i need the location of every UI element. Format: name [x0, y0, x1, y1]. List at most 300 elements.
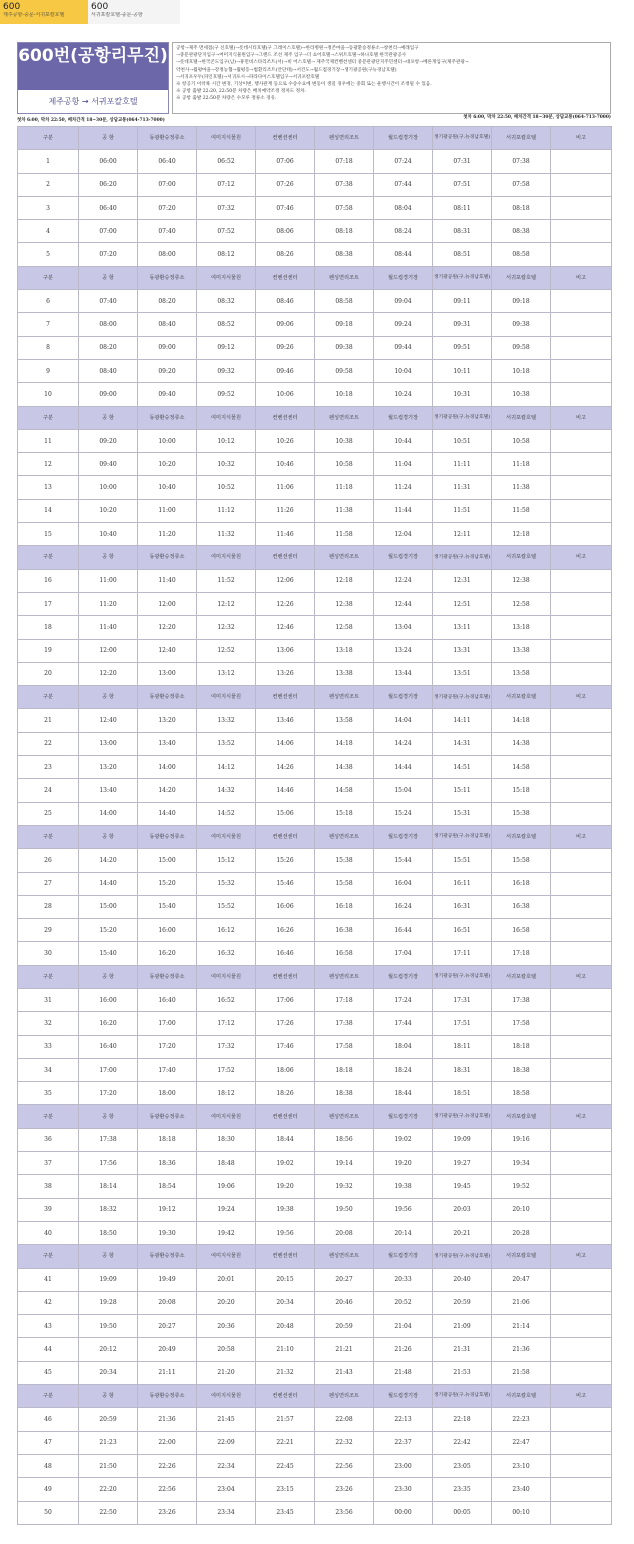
time-cell: 13:00 — [79, 732, 138, 755]
time-cell: 07:38 — [492, 150, 551, 173]
time-cell: 19:28 — [79, 1291, 138, 1314]
time-cell: 17:20 — [138, 1035, 197, 1058]
time-cell: 13:06 — [256, 639, 315, 662]
note-cell — [551, 290, 612, 313]
time-cell: 16:58 — [315, 942, 374, 965]
time-cell: 12:24 — [374, 569, 433, 592]
trip-number-cell: 4 — [18, 220, 79, 243]
time-cell: 21:57 — [256, 1408, 315, 1431]
time-cell: 19:38 — [256, 1198, 315, 1221]
time-cell: 16:32 — [197, 942, 256, 965]
time-cell: 12:00 — [138, 592, 197, 615]
header-col-yeomiji: 여미지식물원 — [197, 546, 256, 569]
trip-number-cell: 31 — [18, 988, 79, 1011]
time-cell: 08:11 — [433, 196, 492, 219]
header-col-note: 비고 — [551, 127, 612, 150]
time-cell: 16:52 — [197, 988, 256, 1011]
note-cell — [551, 1454, 612, 1477]
time-cell: 18:26 — [256, 1082, 315, 1105]
header-col-airport: 공 항 — [79, 546, 138, 569]
header-col-fencing: 펜싱면리조트 — [315, 266, 374, 289]
time-cell: 06:40 — [79, 196, 138, 219]
table-row — [18, 523, 612, 546]
table-row — [18, 1478, 612, 1501]
header-col-yeomiji: 여미지식물원 — [197, 406, 256, 429]
time-cell: 19:20 — [256, 1175, 315, 1198]
trip-number-cell: 36 — [18, 1128, 79, 1151]
time-cell: 23:30 — [374, 1478, 433, 1501]
time-cell: 11:18 — [315, 476, 374, 499]
table-header-row — [18, 965, 612, 988]
time-cell: 18:38 — [315, 1082, 374, 1105]
time-cell: 11:51 — [433, 499, 492, 522]
header-col-saenggi: 생기광공원(구.뉴경남호텔) — [433, 546, 492, 569]
time-cell: 23:05 — [433, 1454, 492, 1477]
time-cell: 09:38 — [492, 313, 551, 336]
route-info-line: 공항→제주 면세점(구 신호텔)→롯데시티호텔(구 그레이스호텔)→한라병원→정존마을→동광환승정류소→창천리→예래입구 — [176, 46, 419, 51]
time-cell: 19:38 — [374, 1175, 433, 1198]
time-cell: 00:00 — [374, 1501, 433, 1524]
time-cell: 12:38 — [492, 569, 551, 592]
time-cell: 16:44 — [374, 919, 433, 942]
time-cell: 21:20 — [197, 1361, 256, 1384]
table-row — [18, 453, 612, 476]
header-col-seogwipo-kal: 서귀포칼호텔 — [492, 406, 551, 429]
time-cell: 20:08 — [138, 1291, 197, 1314]
time-cell: 10:26 — [256, 429, 315, 452]
time-cell: 18:12 — [197, 1082, 256, 1105]
time-cell: 15:11 — [433, 779, 492, 802]
time-cell: 15:20 — [79, 919, 138, 942]
time-cell: 09:58 — [315, 359, 374, 382]
time-cell: 22:56 — [138, 1478, 197, 1501]
trip-number-cell: 18 — [18, 616, 79, 639]
time-cell: 13:40 — [79, 779, 138, 802]
header-col-airport: 공 항 — [79, 686, 138, 709]
note-cell — [551, 1128, 612, 1151]
time-cell: 18:54 — [138, 1175, 197, 1198]
time-cell: 14:44 — [374, 756, 433, 779]
time-cell: 23:26 — [138, 1501, 197, 1524]
table-row — [18, 499, 612, 522]
time-cell: 17:40 — [138, 1058, 197, 1081]
table-header-row — [18, 686, 612, 709]
time-cell: 17:00 — [138, 1012, 197, 1035]
time-cell: 07:18 — [315, 150, 374, 173]
time-cell: 15:20 — [138, 872, 197, 895]
header-col-gubun: 구분 — [18, 1245, 79, 1268]
time-cell: 10:18 — [315, 383, 374, 406]
time-cell: 14:58 — [315, 779, 374, 802]
header-col-note: 비고 — [551, 1105, 612, 1128]
note-cell — [551, 1315, 612, 1338]
table-row — [18, 592, 612, 615]
time-cell: 17:32 — [197, 1035, 256, 1058]
timetable-body — [18, 127, 612, 1525]
time-cell: 11:40 — [79, 616, 138, 639]
trip-number-cell: 49 — [18, 1478, 79, 1501]
table-row — [18, 1152, 612, 1175]
time-cell: 08:12 — [197, 243, 256, 266]
time-cell: 19:16 — [492, 1128, 551, 1151]
time-cell: 07:20 — [138, 196, 197, 219]
time-cell: 19:56 — [374, 1198, 433, 1221]
time-cell: 08:20 — [79, 336, 138, 359]
time-cell: 21:26 — [374, 1338, 433, 1361]
header-col-donggwang: 동광환승정류소 — [138, 127, 197, 150]
time-cell: 07:58 — [492, 173, 551, 196]
header-col-convention: 컨벤션센터 — [256, 1385, 315, 1408]
time-cell: 09:38 — [315, 336, 374, 359]
header-col-worldcup: 월드컵경기장 — [374, 965, 433, 988]
header-col-airport: 공 항 — [79, 1385, 138, 1408]
header-col-gubun: 구분 — [18, 546, 79, 569]
header-col-gubun: 구분 — [18, 825, 79, 848]
header-col-worldcup: 월드컵경기장 — [374, 686, 433, 709]
table-row — [18, 336, 612, 359]
time-cell: 07:31 — [433, 150, 492, 173]
time-cell: 18:18 — [315, 1058, 374, 1081]
time-cell: 10:20 — [138, 453, 197, 476]
time-cell: 21:31 — [433, 1338, 492, 1361]
note-cell — [551, 383, 612, 406]
time-cell: 23:35 — [433, 1478, 492, 1501]
time-cell: 16:12 — [197, 919, 256, 942]
header-col-note: 비고 — [551, 965, 612, 988]
time-cell: 13:00 — [138, 662, 197, 685]
trip-number-cell: 29 — [18, 919, 79, 942]
route-info-line: →중문관광단지입구→여미지식물원입구→그랜드 조선 제주 입구→더 쇼어호텔→스위트호텔→하나호텔 한국관광공사 — [176, 53, 407, 59]
time-cell: 13:51 — [433, 662, 492, 685]
time-cell: 15:40 — [79, 942, 138, 965]
time-cell: 10:51 — [433, 429, 492, 452]
time-cell: 14:20 — [138, 779, 197, 802]
time-cell: 18:38 — [492, 1058, 551, 1081]
time-cell: 22:56 — [315, 1454, 374, 1477]
time-cell: 15:00 — [138, 849, 197, 872]
header-col-fencing: 펜싱면리조트 — [315, 1385, 374, 1408]
time-cell: 09:26 — [256, 336, 315, 359]
time-cell: 13:11 — [433, 616, 492, 639]
header-col-donggwang: 동광환승정류소 — [138, 965, 197, 988]
time-cell: 16:11 — [433, 872, 492, 895]
time-cell: 10:20 — [79, 499, 138, 522]
time-cell: 17:12 — [197, 1012, 256, 1035]
time-cell: 14:31 — [433, 732, 492, 755]
header-col-convention: 컨벤션센터 — [256, 127, 315, 150]
time-cell: 21:14 — [492, 1315, 551, 1338]
time-cell: 13:40 — [138, 732, 197, 755]
time-cell: 11:00 — [138, 499, 197, 522]
table-row — [18, 662, 612, 685]
header-col-airport: 공 항 — [79, 1105, 138, 1128]
header-col-convention: 컨벤션센터 — [256, 965, 315, 988]
time-cell: 19:45 — [433, 1175, 492, 1198]
time-cell: 19:50 — [79, 1315, 138, 1338]
time-cell: 07:44 — [374, 173, 433, 196]
header-col-worldcup: 월드컵경기장 — [374, 1385, 433, 1408]
time-cell: 12:51 — [433, 592, 492, 615]
header-col-saenggi: 생기광공원(구.뉴경남호텔) — [433, 266, 492, 289]
time-cell: 00:10 — [492, 1501, 551, 1524]
table-row — [18, 1361, 612, 1384]
trip-number-cell: 47 — [18, 1431, 79, 1454]
header-col-seogwipo-kal: 서귀포칼호텔 — [492, 127, 551, 150]
header-col-yeomiji: 여미지식물원 — [197, 825, 256, 848]
time-cell: 17:20 — [79, 1082, 138, 1105]
time-cell: 09:00 — [138, 336, 197, 359]
time-cell: 18:44 — [256, 1128, 315, 1151]
header-col-yeomiji: 여미지식물원 — [197, 127, 256, 150]
time-cell: 12:31 — [433, 569, 492, 592]
time-cell: 20:15 — [256, 1268, 315, 1291]
trip-number-cell: 14 — [18, 499, 79, 522]
note-cell — [551, 662, 612, 685]
table-row — [18, 1221, 612, 1244]
table-row — [18, 988, 612, 1011]
route-info-line: ※ 공항 출발 22:20, 22:50분 차량은 배치예약조정 정차도 정차. — [176, 89, 306, 95]
trip-number-cell: 27 — [18, 872, 79, 895]
time-cell: 22:08 — [315, 1408, 374, 1431]
header-col-saenggi: 생기광공원(구.뉴경남호텔) — [433, 127, 492, 150]
time-cell: 11:46 — [256, 523, 315, 546]
tab-number: 600 — [91, 2, 109, 12]
time-cell: 13:26 — [256, 662, 315, 685]
table-row — [18, 616, 612, 639]
time-cell: 17:58 — [492, 1012, 551, 1035]
note-cell — [551, 196, 612, 219]
note-cell — [551, 1361, 612, 1384]
header-col-donggwang: 동광환승정류소 — [138, 1105, 197, 1128]
time-cell: 22:00 — [138, 1431, 197, 1454]
trip-number-cell: 12 — [18, 453, 79, 476]
time-cell: 18:50 — [79, 1221, 138, 1244]
time-cell: 20:14 — [374, 1221, 433, 1244]
time-cell: 16:38 — [315, 919, 374, 942]
header-col-convention: 컨벤션센터 — [256, 406, 315, 429]
time-cell: 13:24 — [374, 639, 433, 662]
time-cell: 15:40 — [138, 895, 197, 918]
time-cell: 19:50 — [315, 1198, 374, 1221]
header-col-gubun: 구분 — [18, 266, 79, 289]
time-cell: 13:18 — [315, 639, 374, 662]
time-cell: 07:20 — [79, 243, 138, 266]
time-cell: 20:01 — [197, 1268, 256, 1291]
time-cell: 20:59 — [315, 1315, 374, 1338]
header-col-note: 비고 — [551, 825, 612, 848]
time-cell: 20:33 — [374, 1268, 433, 1291]
time-cell: 08:32 — [197, 290, 256, 313]
time-cell: 17:18 — [315, 988, 374, 1011]
time-cell: 17:38 — [79, 1128, 138, 1151]
time-cell: 12:38 — [315, 592, 374, 615]
time-cell: 14:18 — [315, 732, 374, 755]
table-row — [18, 243, 612, 266]
time-cell: 20:59 — [79, 1408, 138, 1431]
header-col-seogwipo-kal: 서귀포칼호텔 — [492, 1105, 551, 1128]
time-cell: 16:38 — [492, 895, 551, 918]
time-cell: 18:18 — [492, 1035, 551, 1058]
time-cell: 13:31 — [433, 639, 492, 662]
time-cell: 12:04 — [374, 523, 433, 546]
trip-number-cell: 34 — [18, 1058, 79, 1081]
time-cell: 11:58 — [315, 523, 374, 546]
table-header-row — [18, 1105, 612, 1128]
time-cell: 17:44 — [374, 1012, 433, 1035]
time-cell: 17:24 — [374, 988, 433, 1011]
time-cell: 10:38 — [315, 429, 374, 452]
time-cell: 22:18 — [433, 1408, 492, 1431]
time-cell: 10:38 — [492, 383, 551, 406]
time-cell: 10:11 — [433, 359, 492, 382]
table-row — [18, 1268, 612, 1291]
note-cell — [551, 1152, 612, 1175]
time-cell: 09:32 — [197, 359, 256, 382]
time-cell: 19:09 — [79, 1268, 138, 1291]
table-row — [18, 779, 612, 802]
table-row — [18, 220, 612, 243]
time-cell: 15:38 — [315, 849, 374, 872]
note-cell — [551, 429, 612, 452]
time-cell: 23:04 — [197, 1478, 256, 1501]
trip-number-cell: 30 — [18, 942, 79, 965]
note-cell — [551, 942, 612, 965]
time-cell: 07:40 — [138, 220, 197, 243]
time-cell: 19:34 — [492, 1152, 551, 1175]
time-cell: 15:44 — [374, 849, 433, 872]
time-cell: 21:23 — [79, 1431, 138, 1454]
header-col-fencing: 펜싱면리조트 — [315, 127, 374, 150]
time-cell: 08:26 — [256, 243, 315, 266]
note-cell — [551, 1338, 612, 1361]
header-col-donggwang: 동광환승정류소 — [138, 1245, 197, 1268]
table-row — [18, 709, 612, 732]
time-cell: 16:24 — [374, 895, 433, 918]
time-cell: 07:46 — [256, 196, 315, 219]
time-cell: 12:11 — [433, 523, 492, 546]
time-cell: 14:18 — [492, 709, 551, 732]
header-col-donggwang: 동광환승정류소 — [138, 266, 197, 289]
time-cell: 19:20 — [374, 1152, 433, 1175]
header-col-note: 비고 — [551, 406, 612, 429]
time-cell: 14:38 — [315, 756, 374, 779]
time-cell: 21:48 — [374, 1361, 433, 1384]
note-cell — [551, 616, 612, 639]
header-col-fencing: 펜싱면리조트 — [315, 1105, 374, 1128]
time-cell: 07:58 — [315, 196, 374, 219]
time-cell: 20:36 — [197, 1315, 256, 1338]
time-cell: 07:26 — [256, 173, 315, 196]
time-cell: 15:46 — [256, 872, 315, 895]
time-cell: 11:40 — [138, 569, 197, 592]
header-col-yeomiji: 여미지식물원 — [197, 686, 256, 709]
time-cell: 21:50 — [79, 1454, 138, 1477]
time-cell: 20:28 — [492, 1221, 551, 1244]
time-cell: 19:30 — [138, 1221, 197, 1244]
time-cell: 14:26 — [256, 756, 315, 779]
route-direction: 제주공항 → 서귀포칼호텔 — [48, 97, 138, 106]
header-col-convention: 컨벤션센터 — [256, 686, 315, 709]
time-cell: 18:04 — [374, 1035, 433, 1058]
time-cell: 20:08 — [315, 1221, 374, 1244]
note-cell — [551, 1198, 612, 1221]
time-cell: 10:31 — [433, 383, 492, 406]
table-row — [18, 802, 612, 825]
trip-number-cell: 11 — [18, 429, 79, 452]
trip-number-cell: 46 — [18, 1408, 79, 1431]
time-cell: 23:15 — [256, 1478, 315, 1501]
time-cell: 12:20 — [79, 662, 138, 685]
time-cell: 12:26 — [256, 592, 315, 615]
header-col-fencing: 펜싱면리조트 — [315, 406, 374, 429]
time-cell: 22:50 — [79, 1501, 138, 1524]
time-cell: 11:38 — [492, 476, 551, 499]
time-cell: 19:24 — [197, 1198, 256, 1221]
time-cell: 20:21 — [433, 1221, 492, 1244]
time-cell: 20:27 — [138, 1315, 197, 1338]
header-col-airport: 공 항 — [79, 406, 138, 429]
table-row — [18, 476, 612, 499]
time-cell: 11:52 — [197, 569, 256, 592]
header-col-fencing: 펜싱면리조트 — [315, 1245, 374, 1268]
note-cell — [551, 1175, 612, 1198]
table-row — [18, 173, 612, 196]
header-col-seogwipo-kal: 서귀포칼호텔 — [492, 686, 551, 709]
time-cell: 21:58 — [492, 1361, 551, 1384]
note-cell — [551, 1408, 612, 1431]
time-cell: 07:12 — [197, 173, 256, 196]
time-cell: 14:24 — [374, 732, 433, 755]
note-cell — [551, 243, 612, 266]
time-cell: 08:18 — [315, 220, 374, 243]
header-col-gubun: 구분 — [18, 127, 79, 150]
time-cell: 15:04 — [374, 779, 433, 802]
tab-route-600-inbound[interactable] — [88, 0, 180, 24]
time-cell: 15:00 — [79, 895, 138, 918]
note-cell — [551, 453, 612, 476]
table-row — [18, 1082, 612, 1105]
note-cell — [551, 872, 612, 895]
note-cell — [551, 1291, 612, 1314]
header-col-gubun: 구분 — [18, 1105, 79, 1128]
table-row — [18, 1128, 612, 1151]
time-cell: 18:14 — [79, 1175, 138, 1198]
note-cell — [551, 1058, 612, 1081]
header-col-gubun: 구분 — [18, 686, 79, 709]
time-cell: 19:09 — [433, 1128, 492, 1151]
header-col-gubun: 구분 — [18, 1385, 79, 1408]
time-cell: 15:52 — [197, 895, 256, 918]
time-cell: 14:00 — [138, 756, 197, 779]
time-cell: 17:26 — [256, 1012, 315, 1035]
time-cell: 13:38 — [315, 662, 374, 685]
time-cell: 16:18 — [492, 872, 551, 895]
time-cell: 12:32 — [197, 616, 256, 639]
table-row — [18, 150, 612, 173]
time-cell: 10:40 — [138, 476, 197, 499]
tab-route-600-outbound[interactable] — [0, 0, 88, 24]
header-col-yeomiji: 여미지식물원 — [197, 965, 256, 988]
time-cell: 19:49 — [138, 1268, 197, 1291]
trip-number-cell: 50 — [18, 1501, 79, 1524]
time-cell: 00:05 — [433, 1501, 492, 1524]
time-cell: 07:00 — [79, 220, 138, 243]
time-cell: 15:58 — [492, 849, 551, 872]
time-cell: 09:20 — [138, 359, 197, 382]
header-col-convention: 컨벤션센터 — [256, 825, 315, 848]
time-cell: 23:10 — [492, 1454, 551, 1477]
header-col-gubun: 구분 — [18, 965, 79, 988]
